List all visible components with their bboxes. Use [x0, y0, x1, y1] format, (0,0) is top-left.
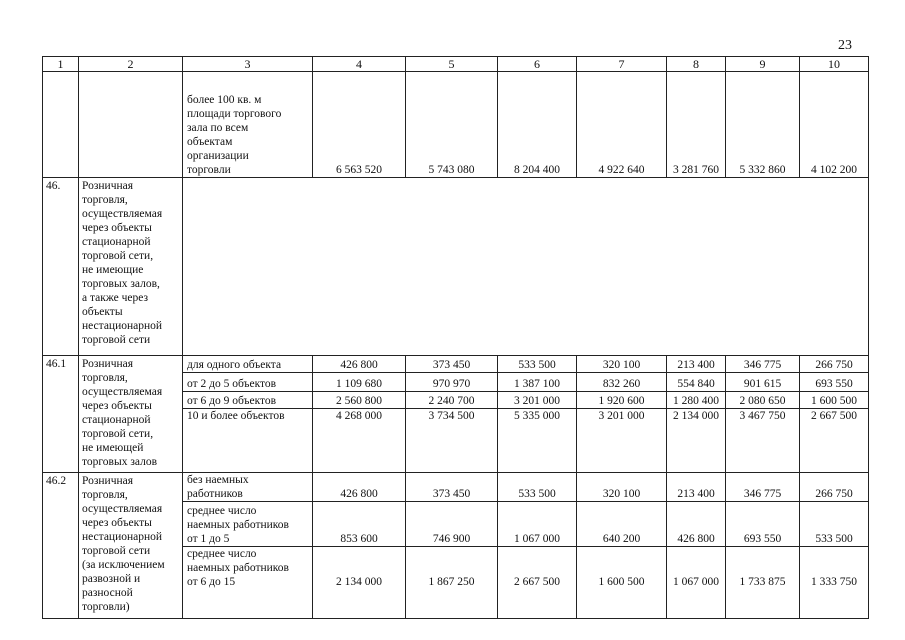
- table-row: [43, 473, 869, 502]
- condition-cell: для одного объекта: [183, 356, 313, 373]
- value-cell: 5 332 860: [726, 72, 800, 178]
- value-cell: 2 667 500: [498, 547, 577, 619]
- activity-name-cell: Розничная торговля, осуществляемая через объекты стационарной торговой сети, не имеющие торговых залов, а также через объекты нестационарной торговой сети: [79, 178, 183, 356]
- value-cell: 1 109 680: [313, 373, 406, 392]
- activity-name-cell: Розничная торговля, осуществляемая через объекты нестационарной торговой сети (за исключением развозной и разносной торговли): [79, 473, 183, 619]
- value-cell: 2 134 000: [667, 409, 726, 473]
- row-number-cell: [43, 72, 79, 178]
- value-cell: 1 333 750: [800, 547, 869, 619]
- value-cell: 3 281 760: [667, 72, 726, 178]
- value-cell: 5 743 080: [406, 72, 498, 178]
- value-cell: 640 200: [577, 502, 667, 547]
- value-cell: 213 400: [667, 473, 726, 502]
- value-cell: 1 867 250: [406, 547, 498, 619]
- condition-cell: среднее число наемных работников от 1 до 5: [183, 502, 313, 547]
- column-number: 6: [498, 57, 577, 72]
- value-cell: 3 467 750: [726, 409, 800, 473]
- value-cell: 853 600: [313, 502, 406, 547]
- condition-cell: 10 и более объектов: [183, 409, 313, 473]
- value-cell: 1 067 000: [498, 502, 577, 547]
- value-cell: 1 600 500: [800, 392, 869, 409]
- value-cell: 693 550: [726, 502, 800, 547]
- value-cell: 2 667 500: [800, 409, 869, 473]
- column-number: 10: [800, 57, 869, 72]
- column-number: 4: [313, 57, 406, 72]
- row-number-cell: 46.2: [43, 473, 79, 619]
- table-row: [43, 72, 869, 178]
- value-cell: 4 268 000: [313, 409, 406, 473]
- value-cell: 2 560 800: [313, 392, 406, 409]
- value-cell: 1 920 600: [577, 392, 667, 409]
- page-number: 23: [838, 38, 852, 53]
- value-cell: 554 840: [667, 373, 726, 392]
- value-cell: 901 615: [726, 373, 800, 392]
- value-cell: 346 775: [726, 356, 800, 373]
- value-cell: 3 201 000: [577, 409, 667, 473]
- condition-cell: от 2 до 5 объектов: [183, 373, 313, 392]
- value-cell: 8 204 400: [498, 72, 577, 178]
- value-cell: 970 970: [406, 373, 498, 392]
- value-cell: 373 450: [406, 473, 498, 502]
- value-cell: 266 750: [800, 356, 869, 373]
- condition-cell: от 6 до 9 объектов: [183, 392, 313, 409]
- value-cell: 1 600 500: [577, 547, 667, 619]
- value-cell: 2 240 700: [406, 392, 498, 409]
- value-cell: 1 067 000: [667, 547, 726, 619]
- row-number-cell: 46.1: [43, 356, 79, 473]
- value-cell: 2 134 000: [313, 547, 406, 619]
- empty-merged-cell: [183, 178, 869, 356]
- value-cell: 346 775: [726, 473, 800, 502]
- condition-cell: среднее число наемных работников от 6 до 15: [183, 547, 313, 619]
- value-cell: 533 500: [498, 356, 577, 373]
- value-cell: 3 201 000: [498, 392, 577, 409]
- value-cell: 320 100: [577, 473, 667, 502]
- value-cell: 1 733 875: [726, 547, 800, 619]
- value-cell: 746 900: [406, 502, 498, 547]
- value-cell: 426 800: [313, 356, 406, 373]
- value-cell: 5 335 000: [498, 409, 577, 473]
- condition-cell: более 100 кв. м площади торгового зала по всем объектам организации торговли: [183, 72, 313, 178]
- column-number: 3: [183, 57, 313, 72]
- value-cell: 1 280 400: [667, 392, 726, 409]
- value-cell: 533 500: [800, 502, 869, 547]
- activity-name-cell: Розничная торговля, осуществляемая через объекты стационарной торговой сети, не имеющей торговых залов: [79, 356, 183, 473]
- table-row: [43, 178, 869, 356]
- column-number: 5: [406, 57, 498, 72]
- tariff-table: [42, 56, 869, 619]
- value-cell: 693 550: [800, 373, 869, 392]
- value-cell: 266 750: [800, 473, 869, 502]
- value-cell: 373 450: [406, 356, 498, 373]
- column-number: 7: [577, 57, 667, 72]
- value-cell: 426 800: [667, 502, 726, 547]
- row-number-cell: 46.: [43, 178, 79, 356]
- value-cell: 3 734 500: [406, 409, 498, 473]
- column-number: 1: [43, 57, 79, 72]
- value-cell: 426 800: [313, 473, 406, 502]
- table-row: [43, 356, 869, 373]
- column-number: 2: [79, 57, 183, 72]
- value-cell: 4 102 200: [800, 72, 869, 178]
- value-cell: 533 500: [498, 473, 577, 502]
- condition-cell: без наемных работников: [183, 473, 313, 502]
- activity-name-cell: [79, 72, 183, 178]
- value-cell: 1 387 100: [498, 373, 577, 392]
- value-cell: 320 100: [577, 356, 667, 373]
- value-cell: 4 922 640: [577, 72, 667, 178]
- column-number: 8: [667, 57, 726, 72]
- value-cell: 213 400: [667, 356, 726, 373]
- column-number: 9: [726, 57, 800, 72]
- value-cell: 6 563 520: [313, 72, 406, 178]
- value-cell: 832 260: [577, 373, 667, 392]
- column-number-row: [43, 57, 869, 72]
- value-cell: 2 080 650: [726, 392, 800, 409]
